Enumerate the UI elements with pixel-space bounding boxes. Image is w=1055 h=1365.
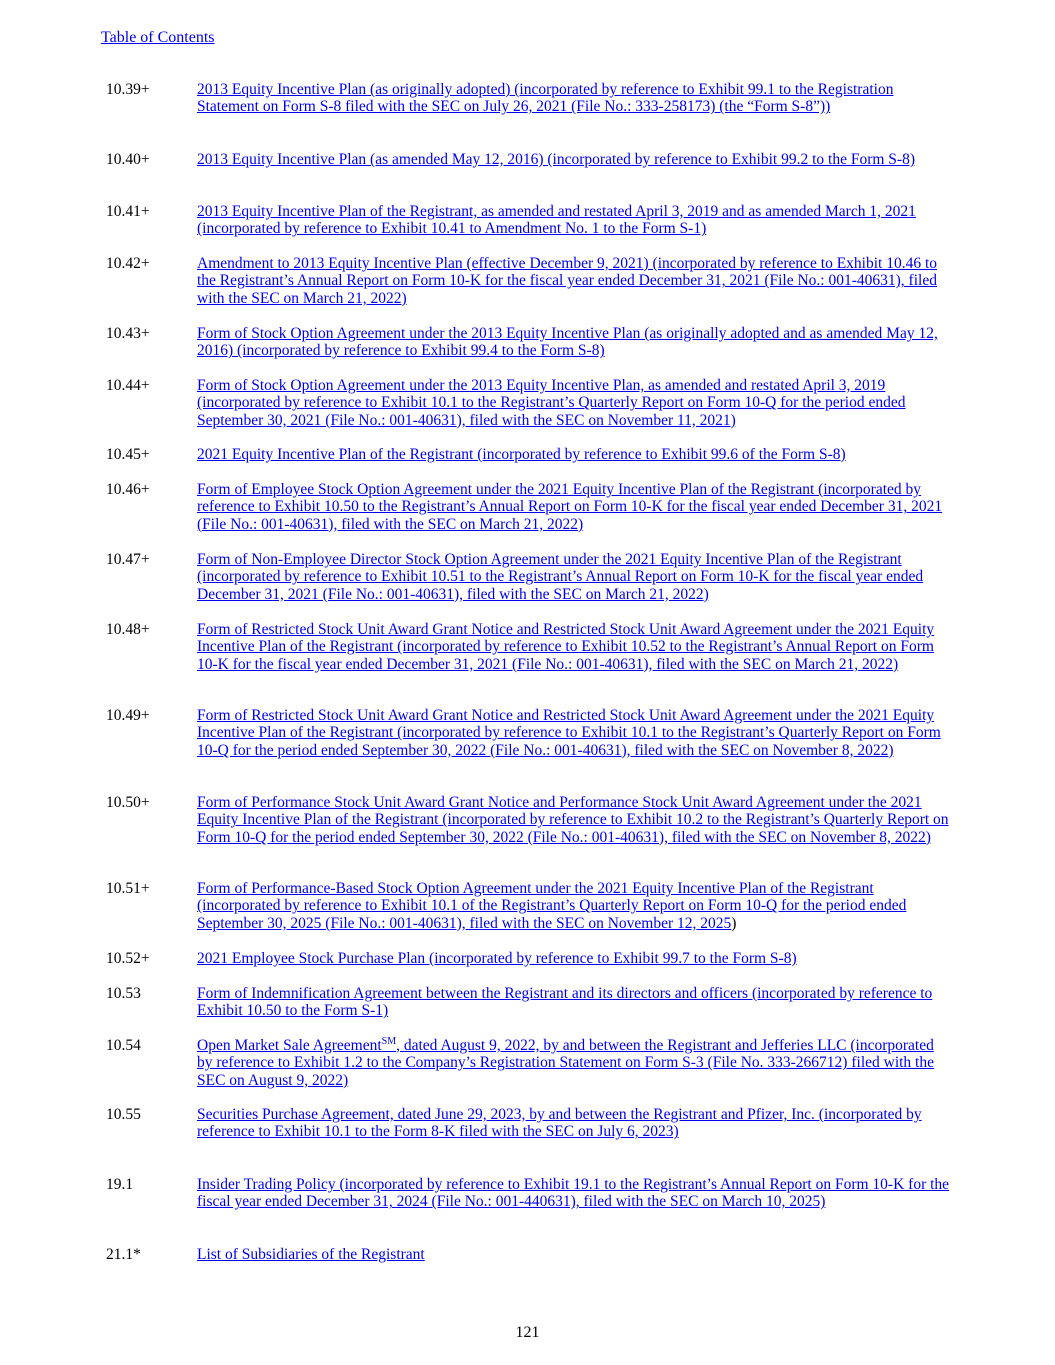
exhibit-number: 10.49+ (106, 707, 150, 724)
exhibit-row-10-39 (106, 81, 952, 116)
page-number: 121 (515, 1324, 540, 1341)
exhibit-link[interactable]: Form of Indemnification Agreement between the Registrant and its directors and officers (incorporated by reference to Exhibit 10.50 to the Form S-1) (197, 985, 933, 1020)
exhibit-number: 10.54 (106, 1037, 141, 1054)
exhibit-number: 10.51+ (106, 880, 150, 897)
exhibit-link[interactable]: 2013 Equity Incentive Plan of the Registrant, as amended and restated April 3, 2019 and as amended March 1, 2021 (incorporated by reference to Exhibit 10.41 to Amendment No. 1 to the Form S-1) (197, 203, 916, 238)
exhibit-link[interactable]: List of Subsidiaries of the Registrant (197, 1246, 425, 1263)
exhibit-number: 10.42+ (106, 255, 150, 272)
exhibit-row-10-53 (106, 985, 952, 1020)
exhibit-number: 21.1* (106, 1246, 141, 1263)
exhibit-link-rest: , dated August 9, 2022, by and between the Registrant and Jefferies LLC (incorporated by reference to Exhibit 1.2 to the Company’s Registration Statement on Form S-3 (File No. 333-266712) filed with the SEC on August 9, 2022) (197, 1037, 934, 1089)
exhibit-link[interactable]: 2021 Equity Incentive Plan of the Registrant (incorporated by reference to Exhibit 99.6 of the Form S-8) (197, 446, 846, 463)
exhibit-row-10-54 (106, 1037, 952, 1089)
exhibit-number: 10.46+ (106, 481, 150, 498)
exhibit-row-10-55 (106, 1106, 952, 1141)
exhibit-row-10-50 (106, 794, 952, 846)
exhibit-row-10-42 (106, 255, 952, 307)
exhibit-row-10-41 (106, 203, 952, 238)
exhibit-number: 10.53 (106, 985, 141, 1002)
exhibit-number: 10.50+ (106, 794, 150, 811)
table-of-contents-link[interactable]: Table of Contents (101, 29, 215, 46)
exhibit-row-10-46 (106, 481, 952, 533)
exhibit-link[interactable]: 2021 Employee Stock Purchase Plan (incorporated by reference to Exhibit 99.7 to the Form S-8) (197, 950, 797, 967)
exhibit-row-10-51 (106, 880, 952, 932)
exhibit-link[interactable]: Form of Non-Employee Director Stock Option Agreement under the 2021 Equity Incentive Plan of the Registrant (incorporated by reference to Exhibit 10.51 to the Registrant’s Annual Report on Form 10-K for the fiscal year ended December 31, 2021 (File No.: 001-40631), filed with the SEC on March 21, 2022) (197, 551, 924, 603)
exhibit-link[interactable]: Insider Trading Policy (incorporated by reference to Exhibit 19.1 to the Registrant’s Annual Report on Form 10-K for the fiscal year ended December 31, 2024 (File No.: 001-440631), filed with the SEC on March 10, 2025) (197, 1176, 950, 1211)
exhibit-link[interactable]: Form of Performance Stock Unit Award Grant Notice and Performance Stock Unit Award Agreement under the 2021 Equity Incentive Plan of the Registrant (incorporated by reference to Exhibit 10.2 to the Registrant’s Quarterly Report on Form 10-Q for the period ended September 30, 2022 (File No.: 001-40631), filed with the SEC on November 8, 2022) (197, 794, 949, 846)
exhibit-number: 10.40+ (106, 151, 150, 168)
exhibit-link[interactable]: Form of Performance-Based Stock Option Agreement under the 2021 Equity Incentive Plan of the Registrant (incorporated by reference to Exhibit 10.1 of the Registrant’s Quarterly Report on Form 10-Q for the period ended September 30, 2025 (File No.: 001-40631), filed with the SEC on November 12, 2025 (197, 880, 907, 932)
service-mark: SM (381, 1035, 397, 1047)
exhibit-row-10-49 (106, 707, 952, 759)
exhibit-number: 10.52+ (106, 950, 150, 967)
exhibit-row-10-48 (106, 621, 952, 673)
exhibit-number: 10.43+ (106, 325, 150, 342)
exhibit-row-10-44 (106, 377, 952, 429)
exhibit-link[interactable] (197, 1037, 934, 1089)
exhibit-row-10-40 (106, 151, 952, 168)
exhibit-link-title: Open Market Sale Agreement (197, 1037, 382, 1054)
exhibit-row-10-45 (106, 446, 952, 463)
exhibit-link[interactable]: 2013 Equity Incentive Plan (as originally adopted) (incorporated by reference to Exhibit 99.1 to the Registration Statement on Form S-8 filed with the SEC on July 26, 2021 (File No.: 333-258173) (the “Form S-8”)) (197, 81, 894, 116)
exhibit-link[interactable]: Form of Restricted Stock Unit Award Grant Notice and Restricted Stock Unit Award Agreement under the 2021 Equity Incentive Plan of the Registrant (incorporated by reference to Exhibit 10.52 to the Registrant’s Annual Report on Form 10-K for the fiscal year ended December 31, 2021 (File No.: 001-40631), filed with the SEC on March 21, 2022) (197, 621, 935, 673)
exhibit-number: 10.55 (106, 1106, 141, 1123)
exhibit-number: 10.47+ (106, 551, 150, 568)
exhibit-link[interactable]: Form of Employee Stock Option Agreement under the 2021 Equity Incentive Plan of the Registrant (incorporated by reference to Exhibit 10.50 to the Registrant’s Annual Report on Form 10-K for the fiscal year ended December 31, 2021 (File No.: 001-40631), filed with the SEC on March 21, 2022) (197, 481, 943, 533)
exhibit-link[interactable]: 2013 Equity Incentive Plan (as amended May 12, 2016) (incorporated by reference to Exhibit 99.2 to the Form S-8) (197, 151, 915, 168)
exhibit-link[interactable]: Form of Stock Option Agreement under the 2013 Equity Incentive Plan, as amended and restated April 3, 2019 (incorporated by reference to Exhibit 10.1 to the Registrant’s Quarterly Report on Form 10-Q for the period ended September 30, 2021 (File No.: 001-40631), filed with the SEC on November 11, 2021) (197, 377, 906, 429)
exhibit-number: 10.45+ (106, 446, 150, 463)
exhibit-number: 10.48+ (106, 621, 150, 638)
exhibit-link[interactable]: Securities Purchase Agreement, dated June 29, 2023, by and between the Registrant and Pfizer, Inc. (incorporated by reference to Exhibit 10.1 to the Form 8-K filed with the SEC on July 6, 2023) (197, 1106, 922, 1141)
exhibit-number: 10.44+ (106, 377, 150, 394)
exhibit-row-21-1 (106, 1246, 952, 1263)
exhibit-row-10-47 (106, 551, 952, 603)
exhibit-number: 10.39+ (106, 81, 150, 98)
exhibit-row-10-43 (106, 325, 952, 360)
exhibit-link[interactable]: Amendment to 2013 Equity Incentive Plan (effective December 9, 2021) (incorporated by reference to Exhibit 10.46 to the Registrant’s Annual Report on Form 10-K for the fiscal year ended December 31, 2021 (File No.: 001-40631), filed with the SEC on March 21, 2022) (197, 255, 938, 307)
exhibit-number: 10.41+ (106, 203, 150, 220)
closing-paren: ) (731, 914, 737, 932)
exhibit-row-19-1 (106, 1176, 952, 1211)
exhibit-row-10-52 (106, 950, 952, 967)
exhibit-link[interactable]: Form of Stock Option Agreement under the 2013 Equity Incentive Plan (as originally adopted and as amended May 12, 2016) (incorporated by reference to Exhibit 99.4 to the Form S-8) (197, 325, 938, 360)
exhibit-number: 19.1 (106, 1176, 134, 1193)
exhibit-link[interactable]: Form of Restricted Stock Unit Award Grant Notice and Restricted Stock Unit Award Agreement under the 2021 Equity Incentive Plan of the Registrant (incorporated by reference to Exhibit 10.1 to the Registrant’s Quarterly Report on Form 10-Q for the period ended September 30, 2022 (File No.: 001-40631), filed with the SEC on November 8, 2022) (197, 707, 941, 759)
